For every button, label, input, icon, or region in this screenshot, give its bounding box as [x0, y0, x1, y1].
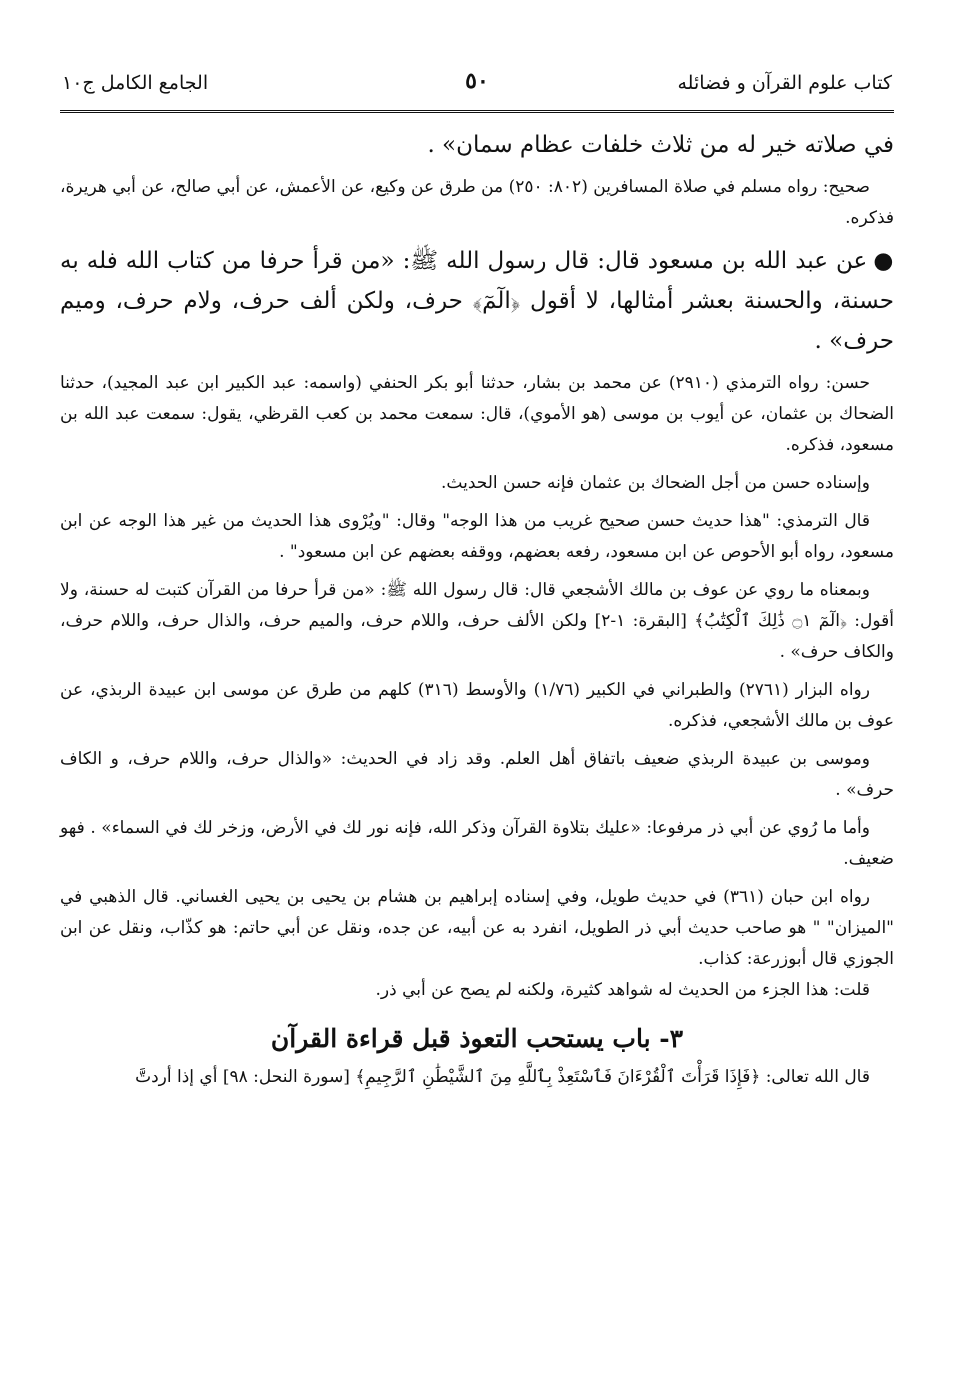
section-title: ٣- باب يستحب التعوذ قبل قراءة القرآن: [270, 1024, 684, 1053]
commentary-paragraph: وأما ما رُوي عن أبي ذر مرفوعا: «عليك بتلاوة القرآن وذكر الله، فإنه نور لك في الأرض، وزخر لك في السماء» . فهو ضعيف.: [60, 818, 894, 869]
commentary-paragraph: وموسى بن عبيدة الربذي ضعيف باتفاق أهل العلم. وقد زاد في الحديث: «والذال حرف، واللام حرف، و الكاف حرف» .: [60, 749, 894, 800]
takhrij-paragraph: رواه ابن حبان (٣٦١) في حديث طويل، وفي إسناده إبراهيم بن هشام بن يحيى بن يحيى الغساني. قال الذهبي في "الميزان" " هو صاحب حديث أبي ذر الطويل، انفرد به عن أبيه، عن جده، ونقل عن أبي حاتم: هو كذّاب، ونقل عن ابن الجوزي قال أبوزرعة: كذاب.: [60, 887, 894, 969]
hadith-text: [60, 241, 894, 361]
page-number: ٥٠: [465, 68, 489, 94]
book-page: [60, 58, 894, 1093]
bullet-icon: ●: [873, 247, 894, 274]
section-intro-line: قال الله تعالى: ﴿فَإِذَا قَرَأْتَ ٱلْقُرْءَانَ فَٱسْتَعِذْ بِٱللَّهِ مِنَ ٱلشَّيْطَٰنِ ٱلرَّجِيمِ﴾ [سورة النحل: ٩٨] أي إذا أردتَّ: [135, 1067, 870, 1087]
commentary-paragraph: وإسناده حسن من أجل الضحاك بن عثمان فإنه حسن الحديث.: [440, 473, 870, 493]
commentary-paragraph: وبمعناه ما روي عن عوف بن مالك الأشجعي قال: قال رسول الله ﷺ: «من قرأ حرفا من القرآن كتبت له حسنة، ولا أقول: ﴿الٓمٓ ۝١ ذَٰلِكَ ٱلْكِتَٰبُ﴾ [البقرة: ١-٢] ولكن الألف حرف، واللام حرف، والميم حرف، والذال حرف، واللام حرف، والكاف حرف» .: [60, 580, 894, 662]
takhrij-paragraph: حسن: رواه الترمذي (٢٩١٠) عن محمد بن بشار، حدثنا أبو بكر الحنفي (واسمه: عبد الكبير ابن عبد المجيد)، حدثنا الضحاك بن عثمان، عن أيوب بن موسى (هو الأموي)، قال: سمعت محمد بن كعب القرظي، يقول: سمعت عبد الله بن مسعود، فذكره.: [60, 373, 894, 455]
hadith-text-continuation: في صلاته خير له من ثلاث خلفات عظام سمان» .: [427, 132, 894, 158]
commentary-paragraph: قلت: هذا الجزء من الحديث له شواهد كثيرة، ولكنه لم يصح عن أبي ذر.: [375, 980, 870, 1000]
takhrij-paragraph: رواه البزار (٢٧٦١) والطبراني في الكبير (١/٧٦) والأوسط (٣١٦) كلهم من طرق عن موسى ابن عبيدة الربذي، عن عوف بن مالك الأشجعي، فذكره.: [60, 680, 894, 731]
hadith-text-body: عن عبد الله بن مسعود قال: قال رسول الله ﷺ: «من قرأ حرفا من كتاب الله فله به حسنة، والحسنة بعشر أمثالها، لا أقول ﴿الٓمٓ﴾ حرف، ولكن ألف حرف، ولام حرف، وميم حرف» .: [60, 248, 894, 354]
takhrij-paragraph: صحيح: رواه مسلم في صلاة المسافرين (٨٠٢: ٢٥٠) من طرق عن وكيع، عن الأعمش، عن أبي صالح، عن أبي هريرة، فذكره.: [60, 177, 894, 228]
volume-title: الجامع الكامل ج١٠: [62, 72, 209, 94]
book-title: كتاب علوم القرآن و فضائله: [677, 72, 892, 94]
commentary-paragraph: قال الترمذي: "هذا حديث حسن صحيح غريب من هذا الوجه" وقال: "ويُرْوى هذا الحديث من غير هذا الوجه عن ابن مسعود، رواه أبو الأحوص عن ابن مسعود، رفعه بعضهم، ووقفه بعضهم عن ابن مسعود" .: [60, 511, 894, 562]
running-header: [60, 58, 894, 113]
